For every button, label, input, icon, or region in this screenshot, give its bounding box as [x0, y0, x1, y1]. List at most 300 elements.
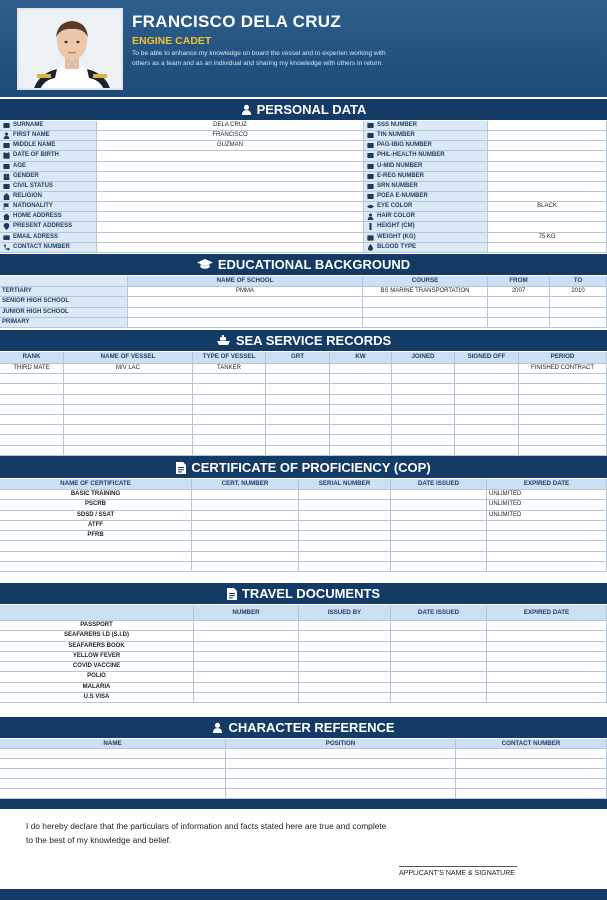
column-header: EXPIRED DATE — [487, 605, 607, 620]
field-value: 75 KG — [488, 233, 607, 242]
table-cell — [192, 500, 299, 509]
row-label: JUNIOR HIGH SCHOOL — [0, 308, 128, 317]
table-cell — [266, 425, 330, 434]
column-header: JOINED — [392, 352, 455, 363]
field-value — [488, 243, 607, 252]
column-header — [0, 276, 128, 286]
table-cell — [391, 662, 487, 671]
table-cell — [391, 621, 487, 630]
personal-data-row — [0, 243, 607, 253]
table-cell — [487, 672, 607, 681]
table-cell — [299, 683, 391, 692]
table-cell — [266, 395, 330, 404]
field-label: EYE COLOR — [364, 202, 488, 211]
personal-data-row — [0, 121, 607, 131]
id-card-icon — [367, 152, 374, 159]
column-header: NAME OF SCHOOL — [128, 276, 363, 286]
table-row — [0, 435, 607, 445]
table-header-row — [0, 276, 607, 287]
resume-header — [0, 0, 607, 97]
certificate-name: SDSD / SSAT — [0, 511, 192, 520]
column-header: RANK — [0, 352, 64, 363]
table-cell — [128, 308, 363, 317]
table-row — [0, 374, 607, 384]
education-heading: EDUCATIONAL BACKGROUND — [0, 254, 607, 275]
table-cell — [192, 531, 299, 540]
pin-icon — [3, 223, 10, 230]
personal-data-row — [0, 131, 607, 141]
field-label: SURNAME — [0, 121, 97, 130]
calendar-icon — [3, 152, 10, 159]
table-cell — [64, 384, 193, 393]
table-cell — [488, 297, 550, 306]
table-cell — [0, 435, 64, 444]
table-cell — [0, 374, 64, 383]
table-cell — [192, 521, 299, 530]
table-cell — [330, 405, 392, 414]
personal-data-row — [0, 172, 607, 182]
table-cell — [487, 562, 607, 571]
table-cell — [266, 415, 330, 424]
id-card-icon — [3, 163, 10, 170]
table-cell: 2010 — [550, 287, 607, 296]
sea-service-heading: SEA SERVICE RECORDS — [0, 330, 607, 351]
table-cell — [192, 552, 299, 561]
table-row — [0, 642, 607, 652]
personal-data-row — [0, 233, 607, 243]
column-header: DATE ISSUED — [391, 479, 487, 489]
table-header-row — [0, 605, 607, 621]
field-value: FRANCISCO — [97, 131, 364, 140]
table-cell — [392, 405, 455, 414]
profile-photo — [17, 8, 123, 90]
cop-heading: CERTIFICATE OF PROFICIENCY (COP) — [0, 457, 607, 478]
table-cell — [519, 384, 607, 393]
table-cell — [487, 662, 607, 671]
education-table — [0, 276, 607, 328]
table-cell — [0, 425, 64, 434]
table-cell — [519, 446, 607, 455]
table-cell — [455, 384, 519, 393]
field-value — [97, 222, 364, 231]
table-cell — [330, 425, 392, 434]
ship-icon — [216, 335, 231, 346]
table-cell — [266, 364, 330, 373]
table-cell — [519, 435, 607, 444]
table-cell — [391, 642, 487, 651]
table-cell — [488, 308, 550, 317]
field-label: PHIL-HEALTH NUMBER — [364, 151, 488, 160]
table-cell — [0, 384, 64, 393]
table-cell — [391, 552, 487, 561]
document-name: MALARIA — [0, 683, 194, 692]
field-label: E-REG NUMBER — [364, 172, 488, 181]
table-cell — [193, 435, 266, 444]
table-row — [0, 749, 607, 759]
column-header: GRT — [266, 352, 330, 363]
table-cell — [64, 425, 193, 434]
table-cell — [455, 425, 519, 434]
table-cell — [192, 541, 299, 550]
column-header: SIGNED OFF — [455, 352, 519, 363]
table-cell — [299, 642, 391, 651]
table-row — [0, 552, 607, 562]
table-cell — [391, 521, 487, 530]
field-value — [97, 212, 364, 221]
career-objective: To be able to enhance my knowledge on board the vessel and to experien working with others as a team and as an individual and sharing my knowledge with others in return. — [132, 50, 386, 68]
scale-icon — [367, 234, 374, 241]
table-cell — [299, 511, 391, 520]
table-row — [0, 405, 607, 415]
table-header-row — [0, 739, 607, 749]
table-cell — [455, 415, 519, 424]
column-header: CONTACT NUMBER — [456, 739, 607, 748]
table-cell — [455, 364, 519, 373]
table-row — [0, 531, 607, 541]
certificate-name — [0, 552, 192, 561]
column-header: NUMBER — [194, 605, 299, 620]
field-label: CIVIL STATUS — [0, 182, 97, 191]
table-cell — [64, 374, 193, 383]
personal-data-row — [0, 222, 607, 232]
table-cell — [392, 384, 455, 393]
table-cell: UNLIMITED — [487, 490, 607, 499]
table-cell — [550, 297, 607, 306]
table-cell — [194, 642, 299, 651]
table-cell — [0, 749, 226, 758]
table-cell — [266, 446, 330, 455]
table-cell — [487, 652, 607, 661]
document-name: U.S VISA — [0, 693, 194, 702]
footer-bar — [0, 889, 607, 900]
document-name: PASSPORT — [0, 621, 194, 630]
table-cell — [194, 683, 299, 692]
column-header: EXPIRED DATE — [487, 479, 607, 489]
table-cell — [456, 759, 607, 768]
table-cell — [330, 384, 392, 393]
table-cell — [391, 500, 487, 509]
table-cell — [64, 446, 193, 455]
table-cell — [193, 395, 266, 404]
table-cell — [226, 769, 456, 778]
table-row — [0, 652, 607, 662]
table-cell — [194, 662, 299, 671]
field-label: FIRST NAME — [0, 131, 97, 140]
table-cell — [392, 364, 455, 373]
certificate-name — [0, 562, 192, 571]
table-cell — [456, 769, 607, 778]
field-label: U-MID NUMBER — [364, 162, 488, 171]
person-icon — [3, 132, 10, 139]
table-cell — [0, 405, 64, 414]
table-cell — [194, 672, 299, 681]
table-cell — [363, 308, 488, 317]
table-row — [0, 779, 607, 789]
personal-data-row — [0, 141, 607, 151]
table-row — [0, 789, 607, 799]
table-cell — [266, 384, 330, 393]
column-header: DATE ISSUED — [391, 605, 487, 620]
personal-data-row — [0, 202, 607, 212]
table-row — [0, 683, 607, 693]
table-cell — [226, 789, 456, 798]
table-cell: TANKER — [193, 364, 266, 373]
row-label: PRIMARY — [0, 318, 128, 327]
field-label: HAIR COLOR — [364, 212, 488, 221]
table-cell — [192, 562, 299, 571]
travel-documents-heading: TRAVEL DOCUMENTS — [0, 583, 607, 604]
table-row — [0, 521, 607, 531]
table-row — [0, 287, 607, 297]
applicant-position: ENGINE CADET — [132, 35, 212, 47]
table-row — [0, 662, 607, 672]
column-header: FROM — [488, 276, 550, 286]
table-cell — [299, 490, 391, 499]
table-row — [0, 297, 607, 307]
table-row — [0, 621, 607, 631]
field-label: HEIGHT (CM) — [364, 222, 488, 231]
field-value — [488, 151, 607, 160]
id-card-icon — [367, 122, 374, 129]
character-reference-heading: CHARACTER REFERENCE — [0, 717, 607, 738]
drop-icon — [367, 244, 374, 251]
table-cell — [455, 395, 519, 404]
table-cell — [391, 490, 487, 499]
ruler-icon — [367, 223, 374, 230]
personal-data-heading: PERSONAL DATA — [0, 99, 607, 120]
table-cell — [299, 693, 391, 702]
table-cell — [487, 541, 607, 550]
cop-table — [0, 479, 607, 572]
table-cell — [330, 435, 392, 444]
field-label: TIN NUMBER — [364, 131, 488, 140]
table-cell — [192, 490, 299, 499]
table-cell — [391, 652, 487, 661]
table-cell: UNLIMITED — [487, 500, 607, 509]
table-row — [0, 511, 607, 521]
table-cell — [456, 749, 607, 758]
signature-line — [399, 866, 517, 867]
table-row — [0, 364, 607, 374]
table-cell — [194, 693, 299, 702]
table-cell — [0, 759, 226, 768]
table-cell — [519, 374, 607, 383]
table-cell: THIRD MATE — [0, 364, 64, 373]
document-icon — [176, 462, 186, 474]
field-label: SSS NUMBER — [364, 121, 488, 130]
document-icon — [227, 588, 237, 600]
field-value — [97, 192, 364, 201]
field-value — [488, 121, 607, 130]
field-value — [97, 172, 364, 181]
field-value — [488, 162, 607, 171]
table-row — [0, 693, 607, 703]
table-row — [0, 769, 607, 779]
table-row — [0, 308, 607, 318]
table-cell — [363, 318, 488, 327]
column-header: SERIAL NUMBER — [299, 479, 391, 489]
personal-data-row — [0, 151, 607, 161]
table-cell — [299, 531, 391, 540]
flag-icon — [3, 203, 10, 210]
table-cell — [64, 395, 193, 404]
column-header: NAME — [0, 739, 226, 748]
table-cell — [0, 769, 226, 778]
person-icon — [241, 104, 252, 115]
table-cell — [299, 541, 391, 550]
field-value — [97, 182, 364, 191]
table-cell — [0, 446, 64, 455]
table-cell — [193, 446, 266, 455]
table-cell — [194, 652, 299, 661]
table-cell: PMMA — [128, 287, 363, 296]
certificate-name — [0, 541, 192, 550]
field-value: DELA CRUZ — [97, 121, 364, 130]
column-header: TO — [550, 276, 607, 286]
field-label: PRESENT ADDRESS — [0, 222, 97, 231]
table-cell — [487, 552, 607, 561]
table-cell: FINISHED CONTRACT — [519, 364, 607, 373]
row-label: TERTIARY — [0, 287, 128, 296]
id-card-icon — [367, 163, 374, 170]
table-cell — [128, 297, 363, 306]
table-cell — [392, 435, 455, 444]
mail-icon — [3, 234, 10, 241]
column-header: NAME OF VESSEL — [64, 352, 193, 363]
document-name: YELLOW FEVER — [0, 652, 194, 661]
column-header: POSITION — [226, 739, 456, 748]
table-cell — [64, 405, 193, 414]
certificate-name: BASIC TRAINING — [0, 490, 192, 499]
field-label: EMAIL ADRESS — [0, 233, 97, 242]
table-row — [0, 759, 607, 769]
table-cell — [391, 683, 487, 692]
home-icon — [3, 213, 10, 220]
table-cell — [330, 395, 392, 404]
id-card-icon — [367, 173, 374, 180]
table-cell — [299, 621, 391, 630]
section-divider — [0, 799, 607, 809]
table-cell — [519, 395, 607, 404]
field-value — [488, 172, 607, 181]
table-cell — [193, 374, 266, 383]
field-label: RELIGION — [0, 192, 97, 201]
table-cell — [299, 662, 391, 671]
id-card-icon — [367, 142, 374, 149]
id-card-icon — [367, 183, 374, 190]
certificate-name: ATFF — [0, 521, 192, 530]
field-value — [488, 212, 607, 221]
table-cell — [455, 446, 519, 455]
table-cell — [392, 425, 455, 434]
table-cell — [519, 415, 607, 424]
table-cell — [194, 631, 299, 640]
table-cell — [391, 631, 487, 640]
phone-icon — [3, 244, 10, 251]
id-card-icon — [3, 183, 10, 190]
table-header-row — [0, 352, 607, 364]
field-value — [97, 202, 364, 211]
field-value: BLACK — [488, 202, 607, 211]
table-cell — [392, 395, 455, 404]
person-icon — [212, 722, 223, 733]
column-header: PERIOD — [519, 352, 607, 363]
table-cell — [392, 446, 455, 455]
character-reference-table — [0, 739, 607, 799]
table-cell — [391, 541, 487, 550]
table-cell — [391, 693, 487, 702]
table-cell: BS MARINE TRANSPORTATION — [363, 287, 488, 296]
table-cell — [391, 511, 487, 520]
table-cell — [299, 500, 391, 509]
personal-data-row — [0, 212, 607, 222]
table-cell — [487, 693, 607, 702]
id-card-icon — [367, 132, 374, 139]
table-cell — [0, 395, 64, 404]
table-row — [0, 541, 607, 551]
table-cell — [330, 446, 392, 455]
field-label: NATIONALITY — [0, 202, 97, 211]
table-cell — [299, 552, 391, 561]
id-card-icon — [367, 193, 374, 200]
table-cell — [299, 562, 391, 571]
table-row — [0, 425, 607, 435]
table-row — [0, 415, 607, 425]
field-label: POEA E-NUMBER — [364, 192, 488, 201]
table-cell — [299, 672, 391, 681]
table-cell — [455, 405, 519, 414]
table-row — [0, 672, 607, 682]
table-cell — [0, 415, 64, 424]
table-cell — [363, 297, 488, 306]
sea-service-table — [0, 352, 607, 456]
table-cell — [455, 374, 519, 383]
table-cell — [299, 652, 391, 661]
table-cell — [391, 672, 487, 681]
table-cell — [391, 531, 487, 540]
table-cell — [330, 364, 392, 373]
table-row — [0, 384, 607, 394]
table-cell: 2007 — [488, 287, 550, 296]
table-row — [0, 318, 607, 328]
field-value — [488, 222, 607, 231]
table-cell — [392, 415, 455, 424]
table-cell — [455, 435, 519, 444]
id-card-icon — [3, 122, 10, 129]
table-cell — [519, 425, 607, 434]
table-cell — [488, 318, 550, 327]
column-header: CERT. NUMBER — [192, 479, 299, 489]
field-label: BLOOD TYPE — [364, 243, 488, 252]
table-cell — [550, 318, 607, 327]
table-cell — [487, 683, 607, 692]
field-value — [488, 192, 607, 201]
table-row — [0, 500, 607, 510]
travel-documents-table — [0, 605, 607, 703]
table-cell — [226, 779, 456, 788]
field-value: GUZMAN — [97, 141, 364, 150]
table-row — [0, 395, 607, 405]
field-value — [97, 233, 364, 242]
field-value — [97, 151, 364, 160]
table-cell — [193, 405, 266, 414]
table-cell — [128, 318, 363, 327]
document-name: SEAFARERS BOOK — [0, 642, 194, 651]
field-label: CONTACT NUMBER — [0, 243, 97, 252]
table-header-row — [0, 479, 607, 490]
table-cell — [330, 415, 392, 424]
column-header: KW — [330, 352, 392, 363]
